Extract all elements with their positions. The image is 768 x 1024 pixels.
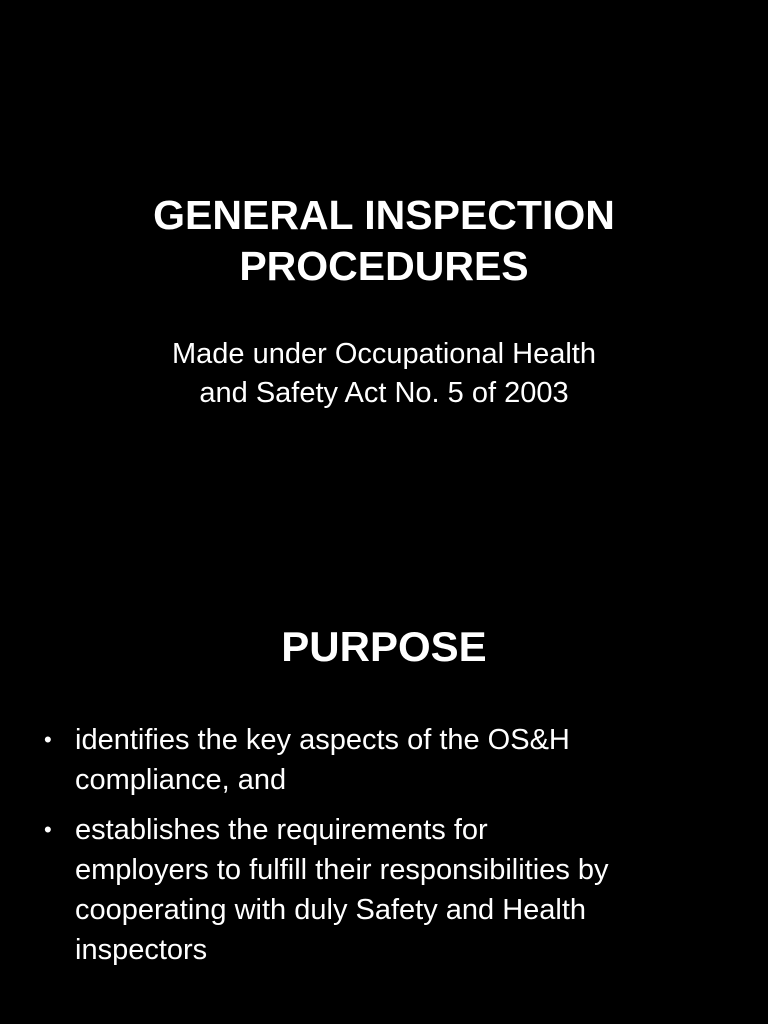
bullet-line: identifies the key aspects of the OS&H [75, 724, 570, 756]
bullet-text [75, 720, 740, 800]
bullet-text [75, 810, 740, 970]
bullet-item [40, 720, 740, 800]
title-line: GENERAL INSPECTION [153, 192, 615, 238]
bullet-line: cooperating with duly Safety and Health [75, 894, 587, 926]
bullet-line: compliance, and [75, 764, 287, 796]
bullet-line: employers to fulfill their responsibilities by [75, 854, 609, 886]
slide-purpose [0, 512, 768, 1024]
bullet-line: establishes the requirements for [75, 814, 488, 846]
subtitle-line: Made under Occupational Health [172, 338, 596, 370]
title-line: PROCEDURES [239, 243, 529, 289]
bullet-line: inspectors [75, 934, 208, 966]
bullet-dot-icon: • [44, 727, 52, 752]
bullet-dot-icon: • [44, 817, 52, 842]
slide-title-heading [0, 190, 768, 292]
bullet-item [40, 810, 740, 970]
slide-subtitle [0, 335, 768, 413]
subtitle-line: and Safety Act No. 5 of 2003 [199, 377, 569, 409]
purpose-heading: PURPOSE [281, 623, 487, 670]
purpose-bullet-list [40, 720, 740, 980]
